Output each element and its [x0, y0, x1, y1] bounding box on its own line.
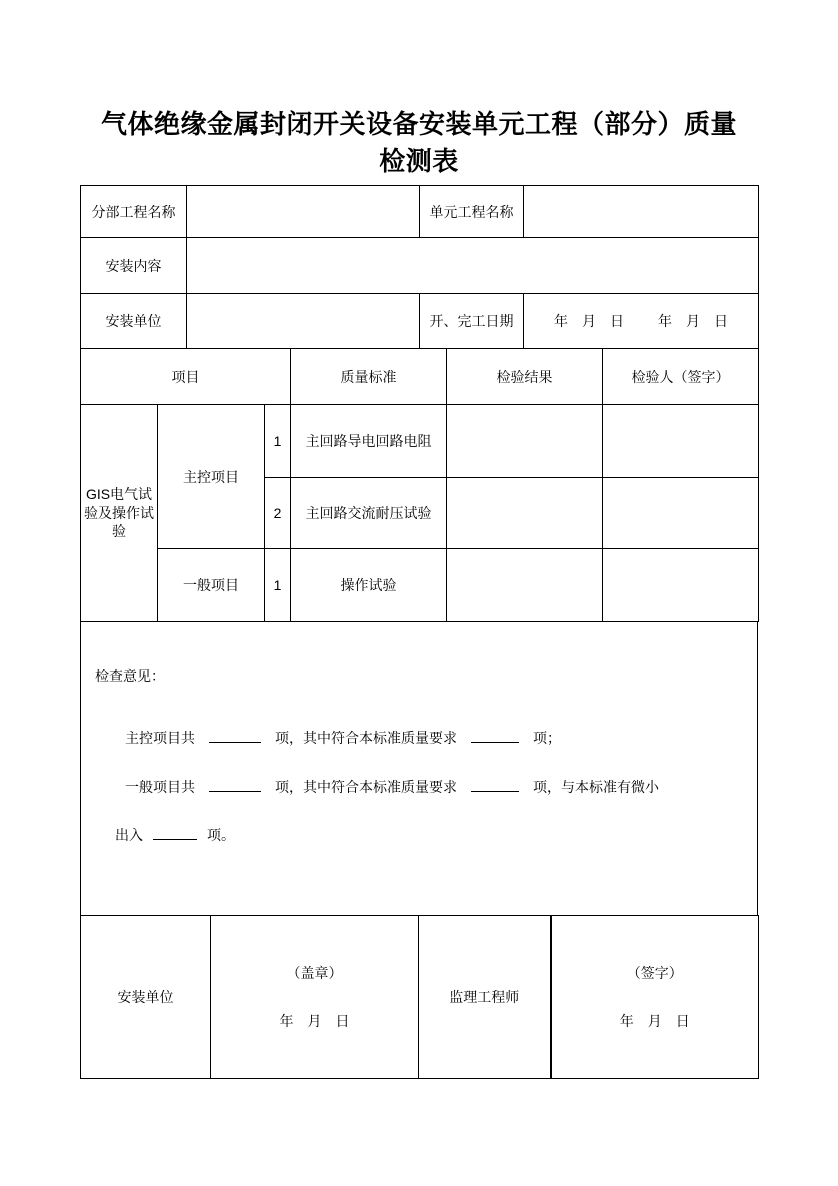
opinion-line-deviation	[95, 825, 743, 843]
item-standard: 主回路交流耐压试验	[291, 478, 447, 549]
supervisor-label: 监理工程师	[419, 916, 551, 1079]
opinion-text: 项，与本标准有微小	[533, 779, 659, 795]
blank-underline	[209, 777, 261, 792]
header-quality-standard: 质量标准	[291, 349, 447, 405]
general-section-label: 一般项目	[158, 549, 265, 622]
form-title: 气体绝缘金属封闭开关设备安装单元工程（部分）质量检测表	[100, 109, 737, 176]
stamp-cell	[211, 916, 419, 1079]
blank-underline	[153, 825, 197, 840]
blank-underline	[471, 728, 519, 743]
opinion-line-main-control	[95, 728, 743, 746]
sign-note: （签字）	[626, 965, 683, 981]
opinion-text: 项。	[207, 827, 235, 843]
item-no: 1	[265, 549, 291, 622]
signature-table	[80, 915, 759, 1079]
date-group	[524, 294, 758, 348]
item-inspector-cell	[603, 405, 759, 478]
opinion-line-general	[95, 777, 743, 795]
header-inspector-signature: 检验人（签字）	[603, 349, 759, 405]
header-item: 项目	[81, 349, 291, 405]
division-project-label: 分部工程名称	[81, 186, 187, 238]
item-standard: 操作试验	[291, 549, 447, 622]
item-inspector-cell	[603, 549, 759, 622]
footer-install-unit-label: 安装单位	[81, 916, 211, 1079]
install-content-label: 安装内容	[81, 238, 187, 294]
opinion-text: 出入	[115, 827, 143, 843]
stamp-stack	[213, 916, 416, 1078]
opinion-text: 项；	[533, 730, 561, 746]
item-inspector-cell	[603, 478, 759, 549]
item-row	[81, 405, 759, 478]
inspection-items-table	[80, 348, 759, 622]
header-inspection-result: 检验结果	[447, 349, 603, 405]
sign-date: 年 月 日	[619, 1013, 690, 1029]
opinion-heading: 检查意见：	[95, 668, 165, 684]
item-standard: 主回路导电回路电阻	[291, 405, 447, 478]
item-result-cell	[447, 405, 603, 478]
opinion-text: 项，其中符合本标准质量要求	[275, 730, 457, 746]
start-end-date-value	[524, 294, 759, 349]
stamp-note: （盖章）	[286, 965, 343, 981]
stamp-date: 年 月 日	[279, 1013, 350, 1029]
sign-cell	[551, 916, 759, 1079]
start-date: 年 月 日	[554, 313, 624, 329]
unit-project-label: 单元工程名称	[420, 186, 524, 238]
division-project-value	[187, 186, 420, 238]
blank-underline	[209, 728, 261, 743]
inspection-opinion-section	[80, 621, 758, 916]
main-control-section-label: 主控项目	[158, 405, 265, 549]
opinion-text: 主控项目共	[125, 730, 195, 746]
blank-underline	[471, 777, 519, 792]
item-no: 2	[265, 478, 291, 549]
opinion-text: 一般项目共	[125, 779, 195, 795]
item-row	[81, 549, 759, 622]
unit-project-value	[524, 186, 759, 238]
install-unit-label: 安装单位	[81, 294, 187, 349]
install-unit-value	[187, 294, 420, 349]
opinion-text: 项，其中符合本标准质量要求	[275, 779, 457, 795]
sign-stack	[554, 916, 757, 1078]
item-no: 1	[265, 405, 291, 478]
end-date: 年 月 日	[658, 313, 728, 329]
item-group-label: GIS电气试验及操作试验	[81, 405, 158, 622]
project-info-table	[80, 185, 759, 349]
install-content-value	[187, 238, 759, 294]
item-result-cell	[447, 478, 603, 549]
item-result-cell	[447, 549, 603, 622]
start-end-date-label: 开、完工日期	[420, 294, 524, 349]
